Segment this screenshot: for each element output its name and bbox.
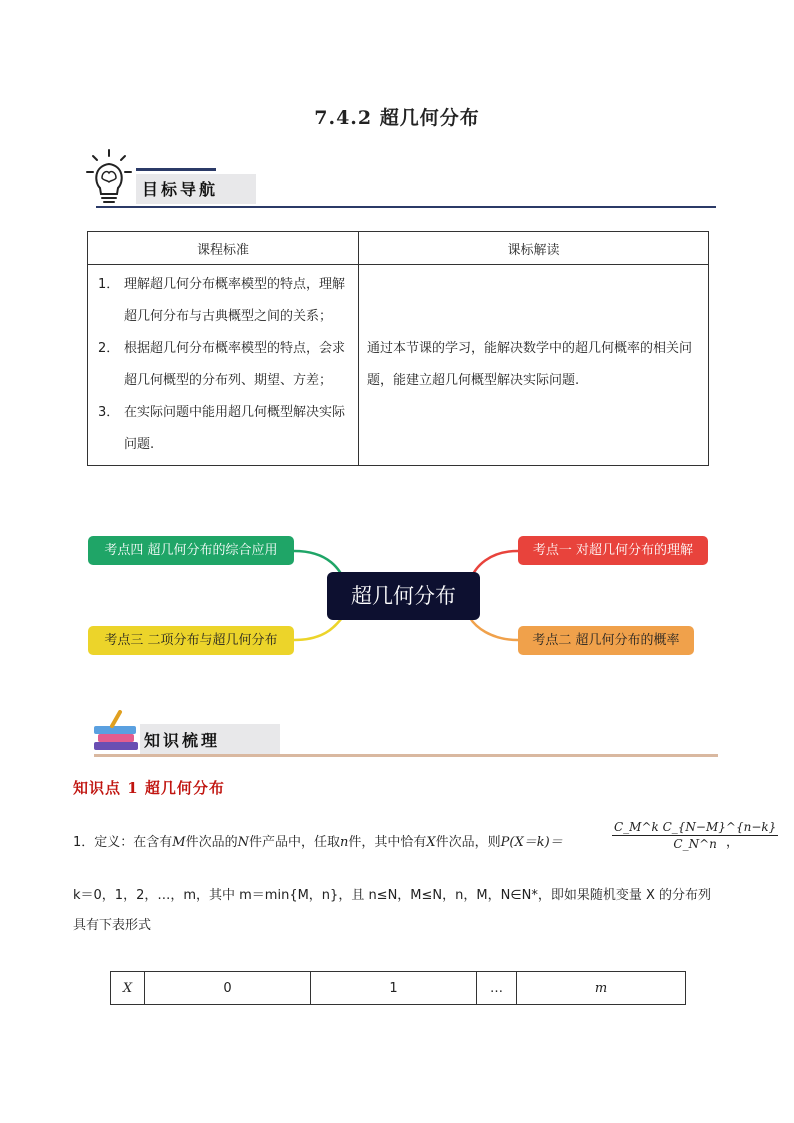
section-label-knowledge: 知识梳理 [144, 731, 221, 750]
table-cell: 0 [145, 972, 311, 1005]
distribution-table [110, 971, 686, 1005]
mindmap-node-topic-1: 考点一 对超几何分布的理解 [518, 536, 708, 565]
section-label-goals: 目标导航 [142, 180, 219, 199]
table-header-interpretation: 课标解读 [359, 232, 709, 265]
mindmap-node-topic-2: 考点二 超几何分布的概率 [518, 626, 694, 655]
table-row [111, 972, 686, 1005]
section-header-goals [84, 148, 720, 210]
mindmap-node-topic-4: 考点四 超几何分布的综合应用 [88, 536, 294, 565]
interpretation-cell: 通过本节课的学习，能解决数学中的超几何概率的相关问题，能建立超几何概型解决实际问题. [359, 265, 709, 466]
table-cell: … [477, 972, 517, 1005]
table-header-standards: 课程标准 [88, 232, 359, 265]
section-header-knowledge [90, 708, 720, 760]
table-cell: 1 [311, 972, 477, 1005]
mindmap [80, 526, 720, 666]
definition-line-1: 1．定义：在含有M件次品的N件产品中，任取n件，其中恰有X件次品，则P(X＝k)＝ [73, 835, 563, 850]
books-pen-icon [90, 710, 142, 754]
list-item: 1． 理解超几何分布概率模型的特点，理解超几何分布与古典概型之间的关系； [98, 277, 346, 324]
probability-fraction: $\frac{\text{C\_M\textasciicircum{}k C\_\{N−M\}\textasciicircum{}\{n−k\}}}{C\_N\^{}n}$ [614, 820, 777, 851]
page-title: 7.4.2 超几何分布 [314, 107, 480, 129]
definition-line-2: k＝0，1，2，…，m，其中 m＝min{M，n}，且 n≤N，M≤N，n，M，N∈N*，即如果随机变量 X 的分布列具有下表形式 [73, 888, 712, 933]
mindmap-node-topic-3: 考点三 二项分布与超几何分布 [88, 626, 294, 655]
list-item: 2． 根据超几何分布概率模型的特点，会求超几何概型的分布列、期望、方差； [98, 341, 346, 388]
knowledge-point-title: 知识点 1 超几何分布 [73, 779, 225, 797]
standards-cell [88, 265, 359, 466]
table-cell: X [111, 972, 145, 1005]
list-item: 3． 在实际问题中能用超几何概型解决实际问题. [98, 405, 346, 452]
lightbulb-brain-icon [84, 148, 134, 206]
goal-table [87, 231, 709, 466]
mindmap-center: 超几何分布 [327, 572, 480, 620]
table-cell: m [517, 972, 686, 1005]
